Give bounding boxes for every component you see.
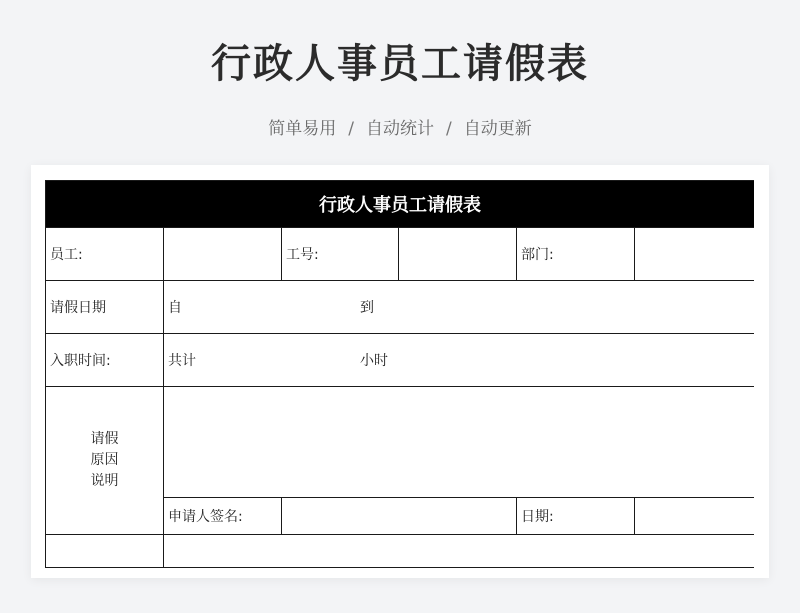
applicant-signature-label: 申请人签名: — [164, 498, 282, 535]
employee-id-field[interactable] — [399, 228, 517, 281]
form-header-row — [46, 181, 755, 228]
subtitle-item-easy: 简单易用 — [268, 119, 337, 139]
leave-date-row — [46, 281, 755, 334]
reason-field[interactable] — [164, 387, 755, 498]
leave-date-label: 请假日期 — [46, 281, 164, 334]
employee-row — [46, 228, 755, 281]
subtitle-item-auto-update: 自动更新 — [463, 119, 532, 139]
employee-label: 员工: — [46, 228, 164, 281]
total-label: 共计 — [168, 353, 196, 369]
page-title: 行政人事员工请假表 — [211, 41, 589, 87]
employee-field[interactable] — [164, 228, 282, 281]
signature-date-field[interactable] — [635, 498, 755, 535]
join-date-label: 入职时间: — [46, 334, 164, 387]
department-label: 部门: — [517, 228, 635, 281]
leave-form-table — [45, 180, 754, 568]
applicant-signature-field[interactable] — [282, 498, 517, 535]
leave-date-field[interactable] — [164, 281, 755, 334]
hours-label: 小时 — [360, 353, 388, 369]
department-field[interactable] — [635, 228, 755, 281]
leave-form-sheet — [45, 180, 754, 578]
extra-label-cell — [46, 535, 164, 568]
subtitle-separator: / — [446, 119, 452, 139]
date-to-label: 到 — [360, 300, 374, 316]
extra-field[interactable] — [164, 535, 755, 568]
employee-id-label: 工号: — [282, 228, 399, 281]
signature-date-label: 日期: — [517, 498, 635, 535]
form-header-title: 行政人事员工请假表 — [46, 181, 755, 228]
reason-label — [46, 387, 164, 535]
reason-row — [46, 387, 755, 498]
reason-label-line: 请假 — [90, 431, 119, 447]
extra-row — [46, 535, 755, 568]
subtitle-separator: / — [348, 119, 354, 139]
page-subtitle — [0, 114, 800, 139]
total-hours-field[interactable] — [164, 334, 755, 387]
join-date-row — [46, 334, 755, 387]
subtitle-item-auto-stats: 自动统计 — [366, 119, 434, 139]
date-from-label: 自 — [168, 300, 182, 316]
form-card — [31, 165, 769, 578]
reason-label-line: 原因 — [90, 452, 119, 468]
reason-label-line: 说明 — [90, 473, 119, 489]
